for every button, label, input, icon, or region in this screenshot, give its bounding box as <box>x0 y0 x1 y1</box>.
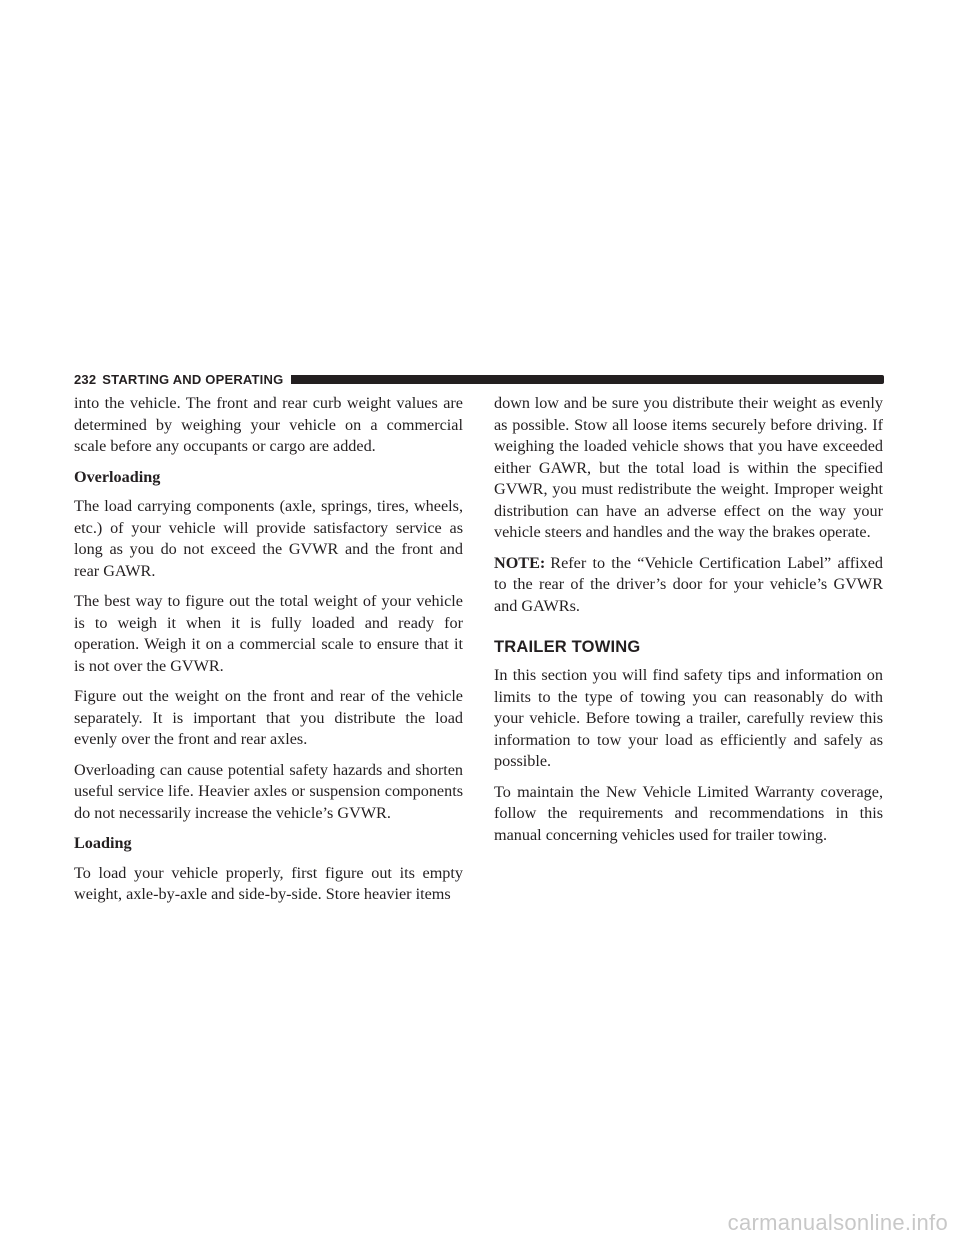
paragraph: The best way to figure out the total weight of your vehicle is to weigh it when it is fully loaded and ready for operation. Weigh it on a commercial scale to ensure that it is not over the GVWR. <box>74 592 463 675</box>
paragraph: into the vehicle. The front and rear curb weight values are determined by weighing your vehicle on a commercial scale before any occupants or cargo are added. <box>74 394 463 455</box>
section-title: STARTING AND OPERATING <box>102 371 284 387</box>
page-header <box>74 371 884 387</box>
note-paragraph <box>494 553 883 618</box>
header-rule <box>291 375 884 384</box>
paragraph: To maintain the New Vehicle Limited Warranty coverage, follow the requirements and recommendations in this manual concerning vehicles used for trailer towing. <box>494 782 883 844</box>
paragraph: In this section you will find safety tips and information on limits to the type of towing you can reasonably do with your vehicle. Before towing a trailer, carefully review this information to tow your load as efficiently and safely as possible. <box>494 666 883 770</box>
paragraph: Overloading can cause potential safety hazards and shorten useful service life. Heavier axles or suspension components do not necessarily increase the vehicle’s GVWR. <box>74 760 463 822</box>
page-number: 232 <box>74 371 97 387</box>
note-label: NOTE: <box>494 553 546 572</box>
note-text: Refer to the “Vehicle Certification Label” affixed to the rear of the driver’s door for your vehicle’s GVWR and GAWRs. <box>494 553 883 615</box>
paragraph: down low and be sure you distribute their weight as evenly as possible. Stow all loose items securely before driving. If weighing the loaded vehicle shows that you have exceeded either GAWR, but the total load is within the specified GVWR, you must redistribute the weight. Improper weight distribution can have an adverse effect on the way your vehicle steers and handles and the way the brakes operate. <box>494 394 883 541</box>
section-heading-trailer-towing: TRAILER TOWING <box>494 638 641 656</box>
subheading-loading: Loading <box>74 834 132 852</box>
paragraph: Figure out the weight on the front and rear of the vehicle separately. It is important that you distribute the load evenly over the front and rear axles. <box>74 687 463 748</box>
paragraph: The load carrying components (axle, springs, tires, wheels, etc.) of your vehicle will provide satisfactory service as long as you do not exceed the GVWR and the front and rear GAWR. <box>74 497 463 580</box>
subheading-overloading: Overloading <box>74 467 161 486</box>
paragraph: To load your vehicle properly, first figure out its empty weight, axle-by-axle and side-by-side. Store heavier items <box>74 863 463 903</box>
right-column <box>494 393 883 855</box>
watermark: carmanualsonline.info <box>727 1210 948 1235</box>
left-column <box>74 393 463 915</box>
